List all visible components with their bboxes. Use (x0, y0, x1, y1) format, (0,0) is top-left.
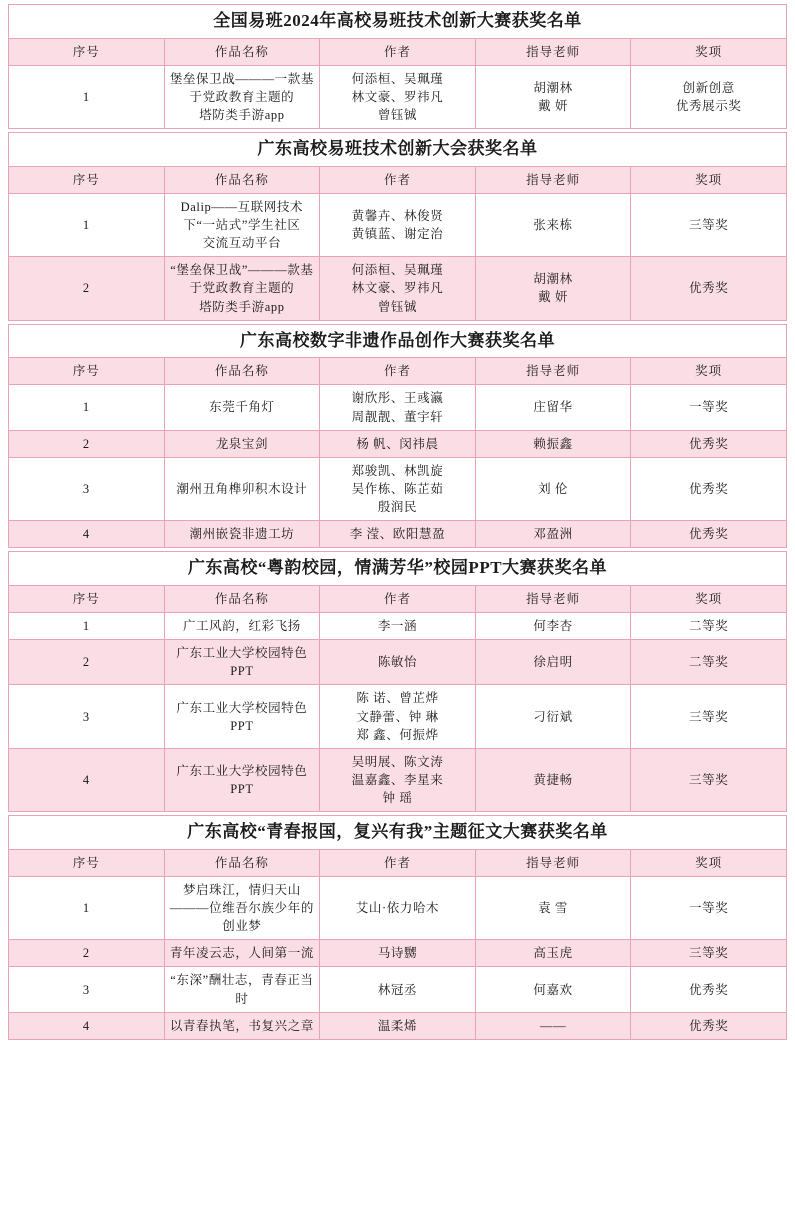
prize-name (631, 430, 787, 457)
author-names-line: 陈敏怡 (377, 655, 418, 670)
row-index: 3 (9, 457, 165, 520)
prize-name (631, 1012, 787, 1039)
author-names-line: 郑骏凯、林凯旋 (351, 463, 444, 478)
prize-name-line: 优秀奖 (689, 281, 729, 296)
author-names (320, 876, 476, 939)
award-section (8, 551, 787, 812)
section-title-row (9, 324, 787, 358)
advisor-names (475, 967, 631, 1012)
work-name (164, 521, 320, 548)
author-names-line: 曾钰铖 (377, 108, 418, 123)
prize-name (631, 685, 787, 748)
author-names (320, 257, 476, 320)
author-names-line: 吴作栋、陈芷茹 (351, 481, 444, 496)
row-index: 1 (9, 65, 165, 128)
row-index: 3 (9, 967, 165, 1012)
author-names-line: 文静蕾、钟 琳 (356, 709, 439, 724)
work-name-line: 梦启珠江，情归天山———位维吾尔族少年的创业梦 (169, 882, 314, 934)
section-title: 广东高校数字非遗作品创作大赛获奖名单 (9, 324, 787, 358)
advisor-names (475, 257, 631, 320)
column-header: 序号 (9, 849, 165, 876)
work-name (164, 748, 320, 811)
advisor-names-line: 胡潮林 (533, 272, 573, 287)
column-header: 作品名称 (164, 166, 320, 193)
advisor-names (475, 640, 631, 685)
author-names-line: 钟 瑶 (382, 791, 413, 806)
column-header: 序号 (9, 166, 165, 193)
column-header: 奖项 (631, 585, 787, 612)
row-index: 1 (9, 385, 165, 430)
award-table (8, 132, 787, 321)
row-index: 1 (9, 193, 165, 256)
work-name-line: 堡垒保卫战———一款基于党政教育主题的 (169, 71, 314, 104)
work-name-line: 广工风韵，红彩飞扬 (182, 619, 301, 634)
author-names (320, 385, 476, 430)
prize-name (631, 65, 787, 128)
row-index: 4 (9, 521, 165, 548)
author-names-line: 陈 诺、曾芷烨 (356, 691, 439, 706)
advisor-names-line: 刘 伦 (538, 481, 569, 496)
author-names (320, 457, 476, 520)
work-name (164, 193, 320, 256)
work-name (164, 967, 320, 1012)
work-name (164, 385, 320, 430)
prize-name (631, 748, 787, 811)
author-names (320, 521, 476, 548)
prize-name-line: 优秀展示奖 (675, 98, 742, 113)
table-row (9, 613, 787, 640)
section-title-row (9, 816, 787, 850)
advisor-names (475, 613, 631, 640)
award-table (8, 815, 787, 1040)
advisor-names-line: 戴 妍 (538, 98, 569, 113)
work-name-line: 以青春执笔，书复兴之章 (169, 1018, 314, 1033)
work-name-line: 广东工业大学校园特色PPT (176, 646, 308, 679)
advisor-names-line: 张来栋 (533, 218, 573, 233)
work-name (164, 613, 320, 640)
prize-name (631, 385, 787, 430)
author-names-line: 李一涵 (377, 619, 418, 634)
author-names (320, 685, 476, 748)
column-header: 作品名称 (164, 38, 320, 65)
table-row (9, 457, 787, 520)
work-name-line: 塔防类手游app (199, 299, 285, 314)
column-header: 指导老师 (475, 849, 631, 876)
prize-name (631, 457, 787, 520)
author-names-line: 林文豪、罗祎凡 (351, 281, 444, 296)
award-section (8, 132, 787, 321)
author-names-line: 殷润民 (377, 500, 418, 515)
author-names (320, 967, 476, 1012)
work-name-line: 塔防类手游app (199, 108, 285, 123)
column-header: 指导老师 (475, 166, 631, 193)
work-name (164, 1012, 320, 1039)
author-names-line: 吴明展、陈文涛 (351, 754, 444, 769)
section-title: 全国易班2024年高校易班技术创新大赛获奖名单 (9, 5, 787, 39)
advisor-names (475, 65, 631, 128)
advisor-names-line: 邓盈洲 (533, 527, 573, 542)
column-header: 奖项 (631, 358, 787, 385)
table-row (9, 876, 787, 939)
work-name-line: 广东工业大学校园特色PPT (176, 700, 308, 733)
prize-name-line: 优秀奖 (689, 481, 729, 496)
author-names (320, 65, 476, 128)
row-index: 2 (9, 640, 165, 685)
author-names (320, 940, 476, 967)
column-header: 作者 (320, 166, 476, 193)
table-row (9, 685, 787, 748)
column-header: 序号 (9, 358, 165, 385)
prize-name (631, 876, 787, 939)
work-name-line: 潮州丑角榫卯积木设计 (176, 481, 308, 496)
column-header: 奖项 (631, 38, 787, 65)
work-name-line: “堡垒保卫战”———款基于党政教育主题的 (170, 263, 314, 296)
section-title: 广东高校“青春报国，复兴有我”主题征文大赛获奖名单 (9, 816, 787, 850)
prize-name (631, 940, 787, 967)
author-names (320, 640, 476, 685)
prize-name-line: 一等奖 (689, 901, 729, 916)
column-header: 作品名称 (164, 849, 320, 876)
advisor-names-line: 赖振鑫 (533, 436, 573, 451)
table-row (9, 193, 787, 256)
work-name-line: 潮州嵌瓷非遗工坊 (189, 527, 295, 542)
author-names-line: 李 滢、欧阳慧盈 (349, 527, 446, 542)
advisor-names (475, 430, 631, 457)
row-index: 2 (9, 940, 165, 967)
advisor-names (475, 385, 631, 430)
author-names-line: 马诗嬲 (377, 946, 418, 961)
table-row (9, 385, 787, 430)
column-header: 指导老师 (475, 585, 631, 612)
row-index: 2 (9, 430, 165, 457)
column-header-row (9, 849, 787, 876)
work-name (164, 257, 320, 320)
table-row (9, 430, 787, 457)
work-name (164, 457, 320, 520)
prize-name-line: 优秀奖 (689, 527, 729, 542)
advisor-names (475, 457, 631, 520)
row-index: 4 (9, 1012, 165, 1039)
table-row (9, 940, 787, 967)
advisor-names-line: —— (539, 1018, 567, 1033)
column-header: 奖项 (631, 849, 787, 876)
column-header: 指导老师 (475, 38, 631, 65)
author-names (320, 430, 476, 457)
prize-name-line: 二等奖 (689, 655, 729, 670)
row-index: 2 (9, 257, 165, 320)
advisor-names (475, 940, 631, 967)
prize-name (631, 193, 787, 256)
prize-name-line: 三等奖 (689, 709, 729, 724)
award-table (8, 324, 787, 549)
author-names-line: 林文豪、罗祎凡 (351, 89, 444, 104)
table-row (9, 640, 787, 685)
prize-name (631, 640, 787, 685)
column-header: 作者 (320, 849, 476, 876)
advisor-names-line: 徐启明 (533, 655, 573, 670)
column-header: 序号 (9, 585, 165, 612)
table-row (9, 65, 787, 128)
award-table (8, 4, 787, 129)
advisor-names-line: 高玉虎 (533, 946, 573, 961)
column-header: 作者 (320, 358, 476, 385)
advisor-names-line: 袁 雪 (538, 901, 569, 916)
column-header-row (9, 585, 787, 612)
work-name (164, 876, 320, 939)
row-index: 3 (9, 685, 165, 748)
author-names-line: 温柔烯 (377, 1018, 418, 1033)
section-title-row (9, 5, 787, 39)
column-header: 作者 (320, 585, 476, 612)
advisor-names (475, 521, 631, 548)
advisor-names-line: 何嘉欢 (533, 982, 573, 997)
section-title-row (9, 552, 787, 586)
work-name-line: 龙泉宝剑 (215, 436, 269, 451)
author-names-line: 黄馨卉、林俊贤 (351, 208, 444, 223)
author-names-line: 温嘉鑫、李星来 (351, 772, 444, 787)
author-names-line: 何添桓、吴珮瑾 (351, 71, 444, 86)
column-header-row (9, 358, 787, 385)
author-names-line: 曾钰铖 (377, 299, 418, 314)
work-name (164, 430, 320, 457)
row-index: 4 (9, 748, 165, 811)
author-names-line: 周靓靓、董宇轩 (351, 409, 444, 424)
work-name-line: 广东工业大学校园特色PPT (176, 763, 308, 796)
author-names-line: 艾山·依力哈木 (355, 901, 440, 916)
column-header: 指导老师 (475, 358, 631, 385)
advisor-names-line: 何李杏 (533, 619, 573, 634)
table-row (9, 1012, 787, 1039)
advisor-names (475, 193, 631, 256)
sections-container (8, 4, 787, 1040)
prize-name-line: 三等奖 (689, 772, 729, 787)
prize-name-line: 一等奖 (689, 400, 729, 415)
work-name (164, 685, 320, 748)
work-name-line: 交流互动平台 (202, 236, 282, 251)
prize-name-line: 创新创意 (682, 80, 735, 95)
section-title: 广东高校“粤韵校园，情满芳华”校园PPT大赛获奖名单 (9, 552, 787, 586)
work-name-line: “东深”酬壮志，青春正当时 (170, 973, 314, 1006)
column-header: 作者 (320, 38, 476, 65)
work-name (164, 640, 320, 685)
prize-name-line: 三等奖 (689, 946, 729, 961)
author-names-line: 杨 帆、闵祎晨 (356, 436, 439, 451)
award-table (8, 551, 787, 812)
prize-name (631, 257, 787, 320)
table-row (9, 257, 787, 320)
work-name (164, 940, 320, 967)
prize-name (631, 613, 787, 640)
prize-name-line: 三等奖 (689, 218, 729, 233)
prize-name-line: 优秀奖 (689, 436, 729, 451)
column-header-row (9, 38, 787, 65)
advisor-names (475, 876, 631, 939)
row-index: 1 (9, 876, 165, 939)
author-names (320, 613, 476, 640)
prize-name-line: 二等奖 (689, 619, 729, 634)
work-name-line: Dalip——互联网技术下“一站式”学生社区 (180, 199, 304, 233)
section-title: 广东高校易班技术创新大会获奖名单 (9, 133, 787, 167)
table-row (9, 521, 787, 548)
section-title-row (9, 133, 787, 167)
advisor-names-line: 胡潮林 (533, 80, 573, 95)
column-header: 作品名称 (164, 358, 320, 385)
column-header: 作品名称 (164, 585, 320, 612)
award-section (8, 4, 787, 129)
prize-name-line: 优秀奖 (689, 982, 729, 997)
author-names (320, 193, 476, 256)
advisor-names (475, 1012, 631, 1039)
column-header: 奖项 (631, 166, 787, 193)
award-section (8, 324, 787, 549)
author-names (320, 1012, 476, 1039)
column-header: 序号 (9, 38, 165, 65)
table-row (9, 967, 787, 1012)
row-index: 1 (9, 613, 165, 640)
advisor-names-line: 刁衍斌 (533, 709, 573, 724)
advisor-names-line: 庄留华 (533, 400, 573, 415)
advisor-names (475, 685, 631, 748)
advisor-names-line: 黄捷畅 (533, 772, 573, 787)
author-names-line: 黄镇蓝、谢定治 (351, 227, 444, 242)
author-names-line: 谢欣彤、王彧瀛 (351, 391, 444, 406)
prize-name (631, 967, 787, 1012)
prize-name (631, 521, 787, 548)
work-name (164, 65, 320, 128)
author-names-line: 何添桓、吴珮瑾 (351, 263, 444, 278)
author-names-line: 林冠丞 (377, 982, 418, 997)
advisor-names (475, 748, 631, 811)
work-name-line: 青年凌云志，人间第一流 (169, 946, 314, 961)
award-section (8, 815, 787, 1040)
author-names-line: 郑 鑫、何振烨 (356, 727, 439, 742)
advisor-names-line: 戴 妍 (538, 290, 569, 305)
author-names (320, 748, 476, 811)
work-name-line: 东莞千角灯 (209, 400, 275, 415)
column-header-row (9, 166, 787, 193)
table-row (9, 748, 787, 811)
prize-name-line: 优秀奖 (689, 1018, 729, 1033)
